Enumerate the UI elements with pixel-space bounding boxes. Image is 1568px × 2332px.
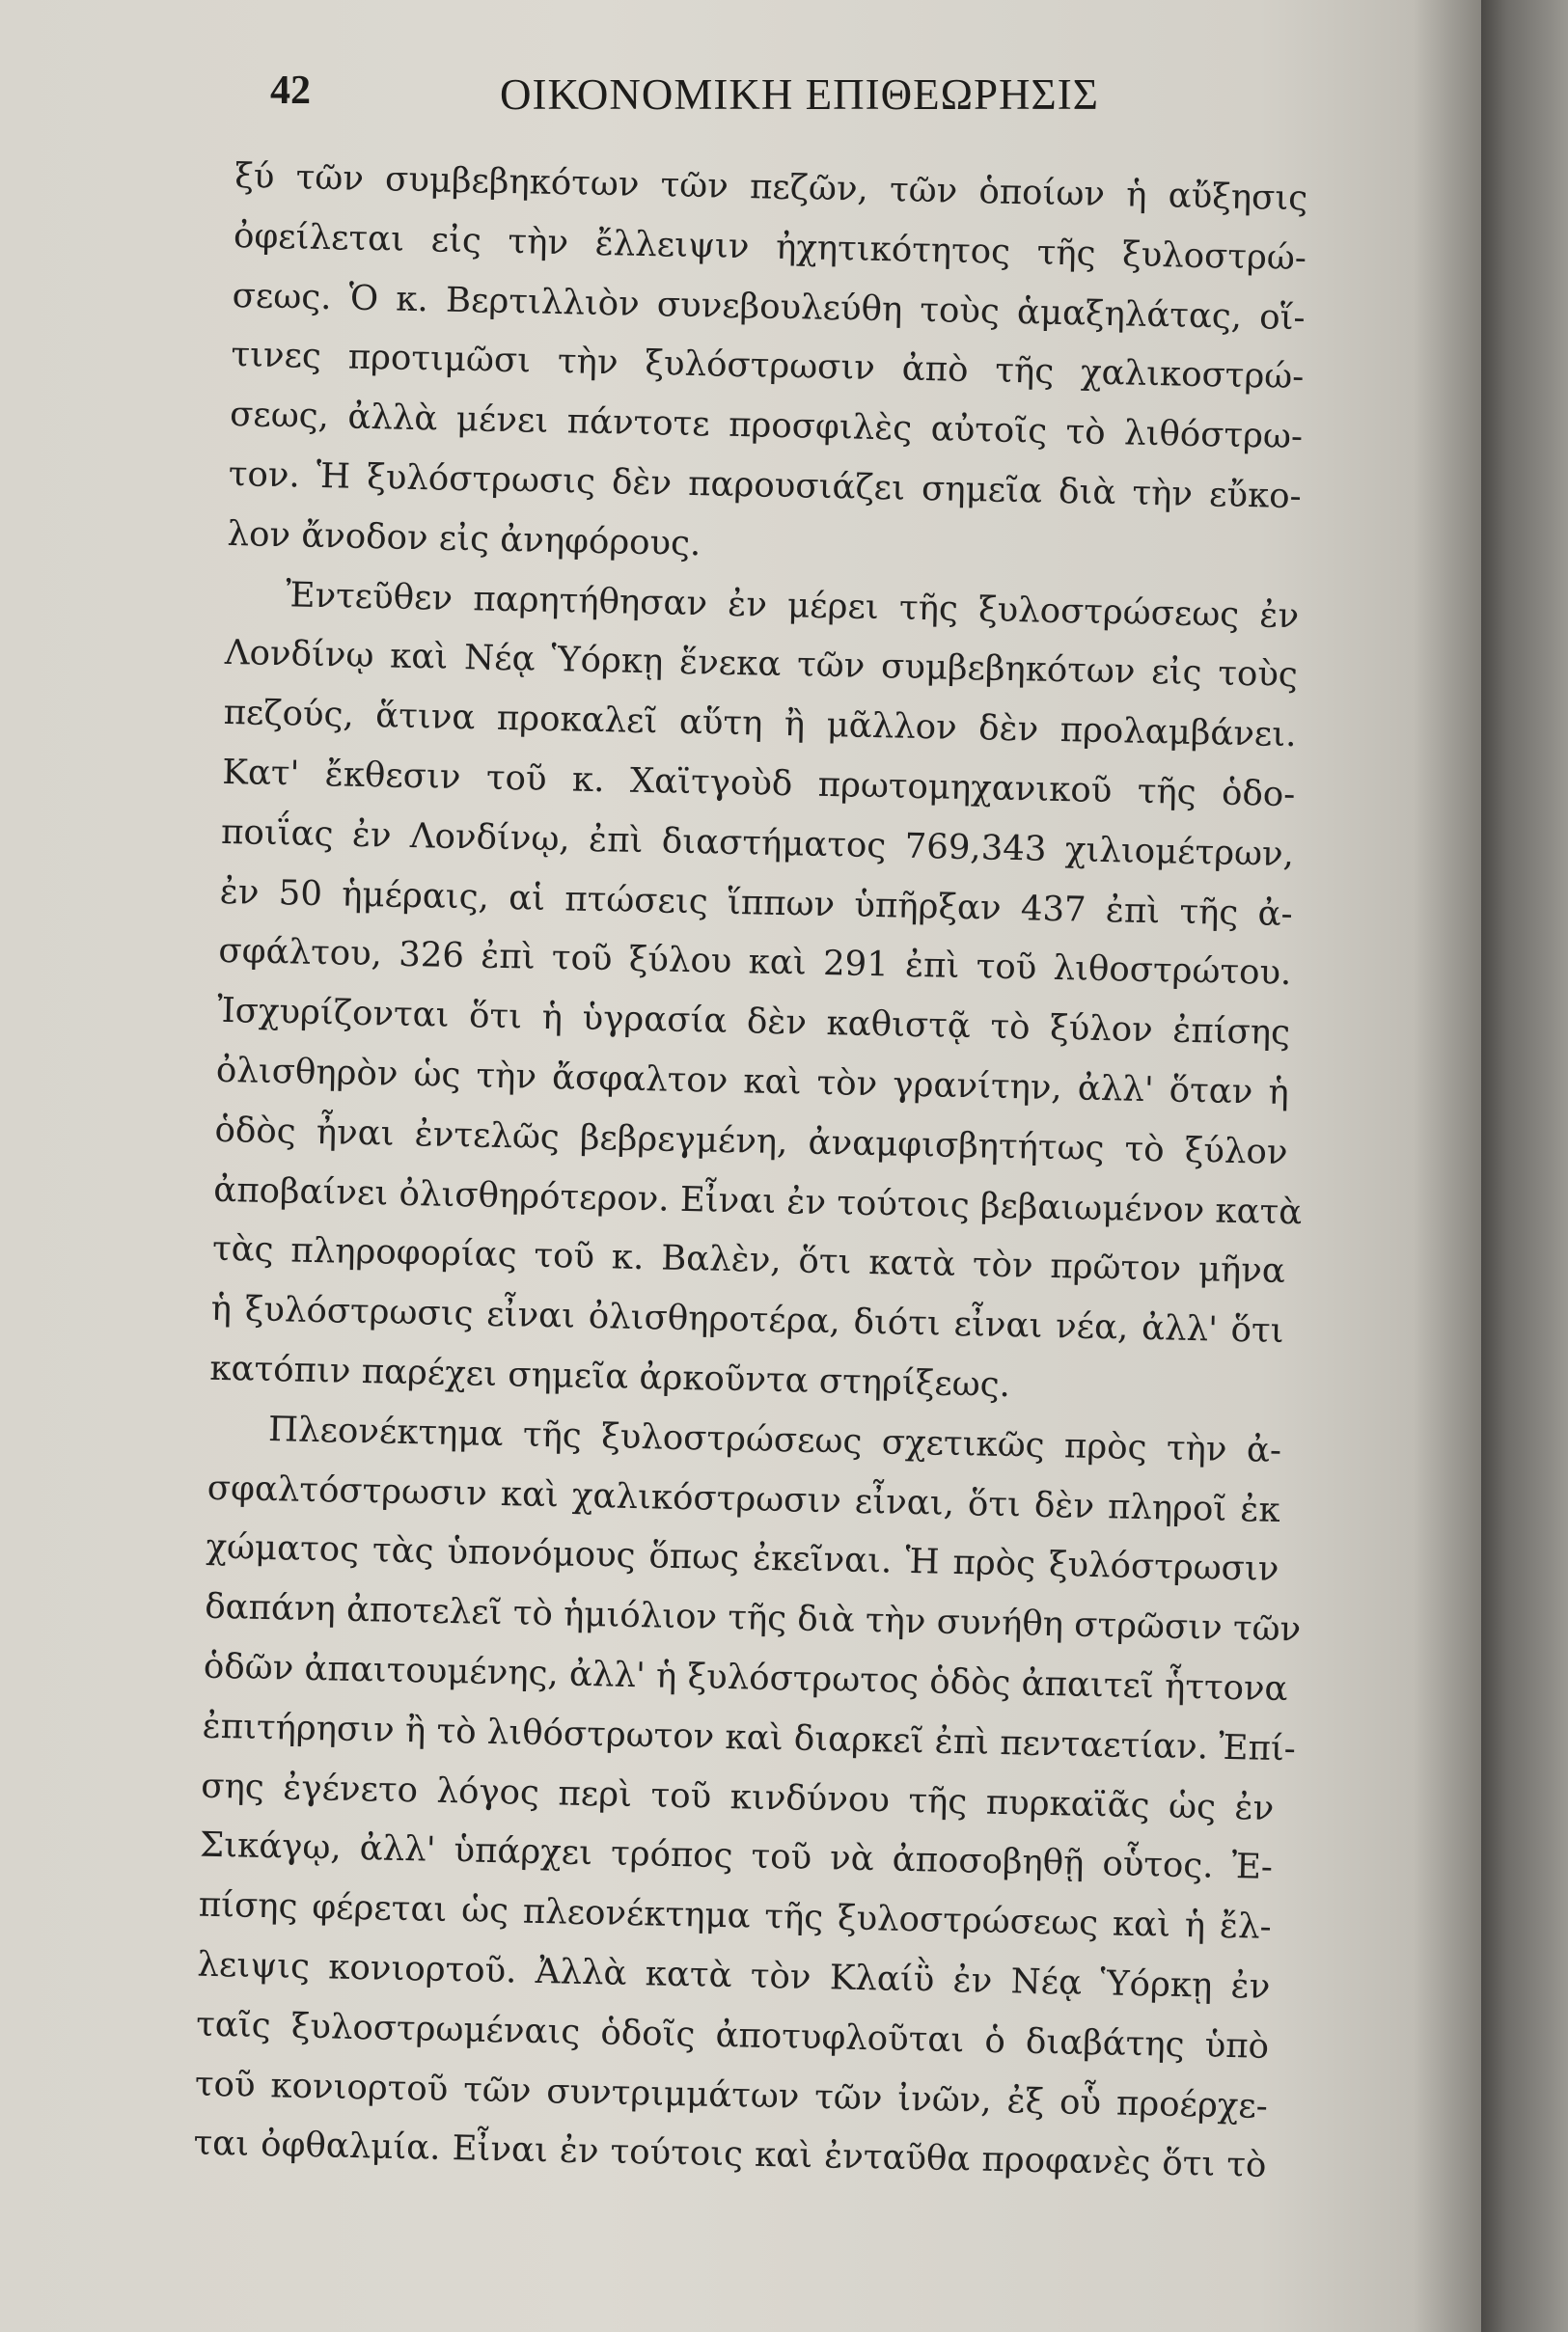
text-line: σφάλτου, 326 ἐπὶ τοῦ ξύλου καὶ 291 ἐπὶ τοῦ λιθοστρώτου. (218, 931, 1292, 994)
text-line: ται ὀφθαλμία. Εἶναι ἐν τούτοις καὶ ἐνταῦθα προφανὲς ὅτι τὸ (193, 2123, 1267, 2186)
book-spine (1481, 0, 1568, 2332)
text-line: Ἰσχυρίζονται ὅτι ἡ ὑγρασία δὲν καθιστᾷ τὸ ξύλον ἐπίσης (216, 990, 1291, 1054)
text-line: ὀλισθηρὸν ὡς τὴν ἄσφαλτον καὶ τὸν γρανίτην, ἀλλ' ὅταν ἡ (215, 1050, 1290, 1113)
text-line: ὁδῶν ἀπαιτουμένης, ἀλλ' ἡ ξυλόστρωτος ὁδὸς ἀπαιτεῖ ἧττονα (203, 1646, 1288, 1710)
text-line: Σικάγῳ, ἀλλ' ὑπάρχει τρόπος τοῦ νὰ ἀποσοβηθῇ οὗτος. Ἐ- (199, 1824, 1274, 1888)
page-header (261, 60, 1341, 127)
text-line: πίσης φέρεται ὡς πλεονέκτημα τῆς ξυλοστρώσεως καὶ ἡ ἔλ- (198, 1884, 1273, 1947)
text-line: σεως. Ὁ κ. Βερτιλλιὸν συνεβουλεύθη τοὺς ἁμαξηλάτας, οἵ- (232, 275, 1306, 338)
text-line: λειψις κονιορτοῦ. Ἀλλὰ κατὰ τὸν Κλαίῢ ἐν Νέᾳ Ὑόρκῃ ἐν (197, 1944, 1271, 2007)
text-line: σφαλτόστρωσιν καὶ χαλικόστρωσιν εἶναι, ὅτι δὲν πληροῖ ἐκ (206, 1468, 1281, 1530)
body-text (193, 147, 1308, 2196)
text-line: χώματος τὰς ὑπονόμους ὅπως ἐκεῖναι. Ἡ πρὸς ξυλόστρωσιν (206, 1527, 1279, 1590)
text-line: ὁδὸς ἦναι ἐντελῶς βεβρεγμένη, ἀναμφισβητήτως τὸ ξύλον (214, 1110, 1288, 1172)
text-line: τινες προτιμῶσι τὴν ξυλόστρωσιν ἀπὸ τῆς χαλικοστρώ- (231, 335, 1305, 398)
text-line: Ἐντεῦθεν παρητήθησαν ἐν μέρει τῆς ξυλοστρώσεως ἐν (285, 574, 1300, 636)
text-line: ξύ τῶν συμβεβηκότων τῶν πεζῶν, τῶν ὁποίων ἡ αὔξησις (234, 155, 1308, 219)
text-line: Λονδίνῳ καὶ Νέᾳ Ὑόρκῃ ἕνεκα τῶν συμβεβηκότων εἰς τοὺς (224, 633, 1299, 696)
text-line: τοῦ κονιορτοῦ τῶν συντριμμάτων τῶν ἰνῶν, ἐξ οὗ προέρχε- (194, 2064, 1269, 2126)
text-line: Πλεονέκτημα τῆς ξυλοστρώσεως σχετικῶς πρὸς τὴν ἀ- (267, 1409, 1282, 1470)
text-line: σης ἐγένετο λόγος περὶ τοῦ κινδύνου τῆς πυρκαϊᾶς ὡς ἐν (200, 1766, 1275, 1828)
text-line: Κατ' ἔκθεσιν τοῦ κ. Χαϊτγοὺδ πρωτομηχανικοῦ τῆς ὁδο- (221, 752, 1296, 815)
text-line: σεως, ἀλλὰ μένει πάντοτε προσφιλὲς αὐτοῖς τὸ λιθόστρω- (229, 395, 1304, 457)
text-line: ποιΐας ἐν Λονδίνῳ, ἐπὶ διαστήματος 769,343 χιλιομέτρων, (220, 811, 1295, 874)
text-line: ἀποβαίνει ὀλισθηρότερον. Εἶναι ἐν τούτοις βεβαιωμένον κατὰ (212, 1169, 1303, 1232)
text-line: δαπάνη ἀποτελεῖ τὸ ἡμιόλιον τῆς διὰ τὴν συνήθη στρῶσιν τῶν (204, 1586, 1302, 1650)
text-line: ταῖς ξυλοστρωμέναις ὁδοῖς ἀποτυφλοῦται ὁ διαβάτης ὑπὸ (195, 2004, 1270, 2067)
page-number: 42 (270, 69, 311, 113)
text-line: ἡ ξυλόστρωσις εἶναι ὀλισθηροτέρα, διότι εἶναι νέα, ἀλλ' ὅτι (210, 1288, 1284, 1352)
text-line: κατόπιν παρέχει σημεῖα ἀρκοῦντα στηρίξεως. (209, 1348, 1011, 1406)
text-line: πεζούς, ἅτινα προκαλεῖ αὕτη ἢ μᾶλλον δὲν προλαμβάνει. (223, 693, 1297, 755)
text-line: ὀφείλεται εἰς τὴν ἔλλειψιν ἠχητικότητος τῆς ξυλοστρώ- (233, 215, 1307, 279)
text-line: τον. Ἡ ξυλόστρωσις δὲν παρουσιάζει σημεῖα διὰ τὴν εὔκο- (228, 453, 1303, 517)
text-line: τὰς πληροφορίας τοῦ κ. Βαλὲν, ὅτι κατὰ τὸν πρῶτον μῆνα (211, 1229, 1286, 1292)
text-line: ἐν 50 ἡμέραις, αἱ πτώσεις ἵππων ὑπῆρξαν 437 ἐπὶ τῆς ἀ- (219, 871, 1294, 934)
text-line: λον ἄνοδον εἰς ἀνηφόρους. (227, 513, 701, 563)
running-title: ΟΙΚΟΝΟΜΙΚΗ ΕΠΙΘΕΩΡΗΣΙΣ (500, 70, 1099, 119)
binding-shadow (1414, 0, 1481, 2332)
text-line: ἐπιτήρησιν ἢ τὸ λιθόστρωτον καὶ διαρκεῖ ἐπὶ πενταετίαν. Ἐπί- (202, 1706, 1297, 1770)
